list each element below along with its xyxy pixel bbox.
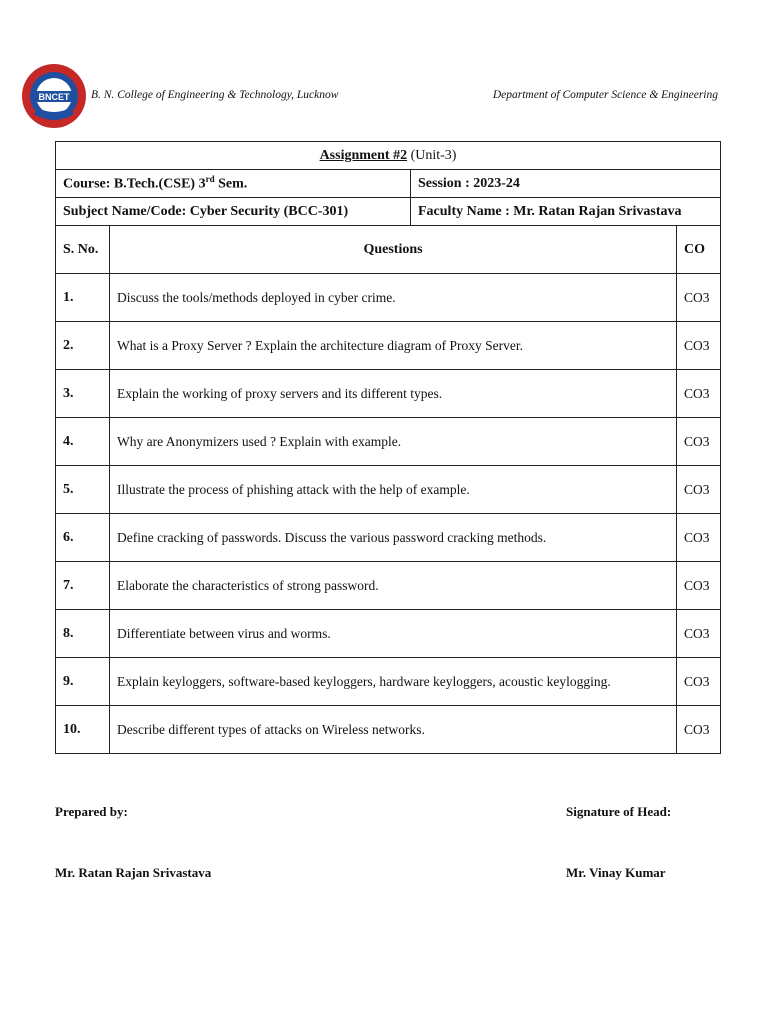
question-number: 2. (56, 322, 110, 370)
header-sno: S. No. (56, 226, 110, 274)
question-co: CO3 (677, 706, 721, 754)
question-row (56, 610, 721, 658)
question-number: 9. (56, 658, 110, 706)
course-cell (56, 170, 411, 198)
question-number: 7. (56, 562, 110, 610)
question-row (56, 514, 721, 562)
faculty-cell: Faculty Name : Mr. Ratan Rajan Srivastava (411, 198, 721, 226)
course-row (56, 170, 721, 198)
question-co: CO3 (677, 562, 721, 610)
question-text: Elaborate the characteristics of strong password. (110, 562, 677, 610)
course-sup: rd (205, 174, 215, 185)
question-text: Explain keyloggers, software-based keyloggers, hardware keyloggers, acoustic keylogging. (110, 658, 677, 706)
course-label: Course: B.Tech.(CSE) 3 (63, 176, 206, 192)
head-signature-label: Signature of Head: (566, 804, 672, 819)
question-row (56, 658, 721, 706)
prepared-by-name: Mr. Ratan Rajan Srivastava (55, 865, 212, 880)
question-text: What is a Proxy Server ? Explain the architecture diagram of Proxy Server. (110, 322, 677, 370)
logo-text: BNCET (38, 92, 70, 102)
college-logo (20, 62, 88, 130)
question-row (56, 370, 721, 418)
question-co: CO3 (677, 418, 721, 466)
question-text: Differentiate between virus and worms. (110, 610, 677, 658)
question-co: CO3 (677, 322, 721, 370)
question-number: 5. (56, 466, 110, 514)
table-header-row (56, 226, 721, 274)
header-co: CO (677, 226, 721, 274)
question-number: 4. (56, 418, 110, 466)
question-number: 8. (56, 610, 110, 658)
question-number: 1. (56, 274, 110, 322)
question-row (56, 274, 721, 322)
college-name: B. N. College of Engineering & Technology, Lucknow (91, 89, 339, 101)
question-co: CO3 (677, 274, 721, 322)
question-text: Discuss the tools/methods deployed in cyber crime. (110, 274, 677, 322)
question-text: Explain the working of proxy servers and its different types. (110, 370, 677, 418)
question-row (56, 466, 721, 514)
question-co: CO3 (677, 514, 721, 562)
prepared-by-label: Prepared by: (55, 804, 128, 819)
question-text: Describe different types of attacks on Wireless networks. (110, 706, 677, 754)
assignment-table (55, 141, 721, 754)
assignment-title (56, 142, 721, 170)
head-name: Mr. Vinay Kumar (566, 865, 666, 880)
question-text: Why are Anonymizers used ? Explain with example. (110, 418, 677, 466)
assignment-number: Assignment #2 (319, 147, 408, 163)
question-row (56, 706, 721, 754)
assignment-unit: (Unit-3) (410, 147, 457, 163)
question-co: CO3 (677, 610, 721, 658)
question-number: 10. (56, 706, 110, 754)
question-text: Illustrate the process of phishing attack with the help of example. (110, 466, 677, 514)
question-text: Define cracking of passwords. Discuss the various password cracking methods. (110, 514, 677, 562)
question-co: CO3 (677, 370, 721, 418)
subject-cell: Subject Name/Code: Cyber Security (BCC-301) (56, 198, 411, 226)
session-cell: Session : 2023-24 (411, 170, 721, 198)
question-co: CO3 (677, 466, 721, 514)
questions-body (56, 274, 721, 754)
subject-row (56, 198, 721, 226)
question-row (56, 322, 721, 370)
course-suffix: Sem. (214, 176, 248, 192)
header-questions: Questions (110, 226, 677, 274)
department-name: Department of Computer Science & Engineering (492, 89, 718, 101)
question-number: 3. (56, 370, 110, 418)
question-number: 6. (56, 514, 110, 562)
question-row (56, 562, 721, 610)
question-row (56, 418, 721, 466)
title-row (56, 142, 721, 170)
question-co: CO3 (677, 658, 721, 706)
